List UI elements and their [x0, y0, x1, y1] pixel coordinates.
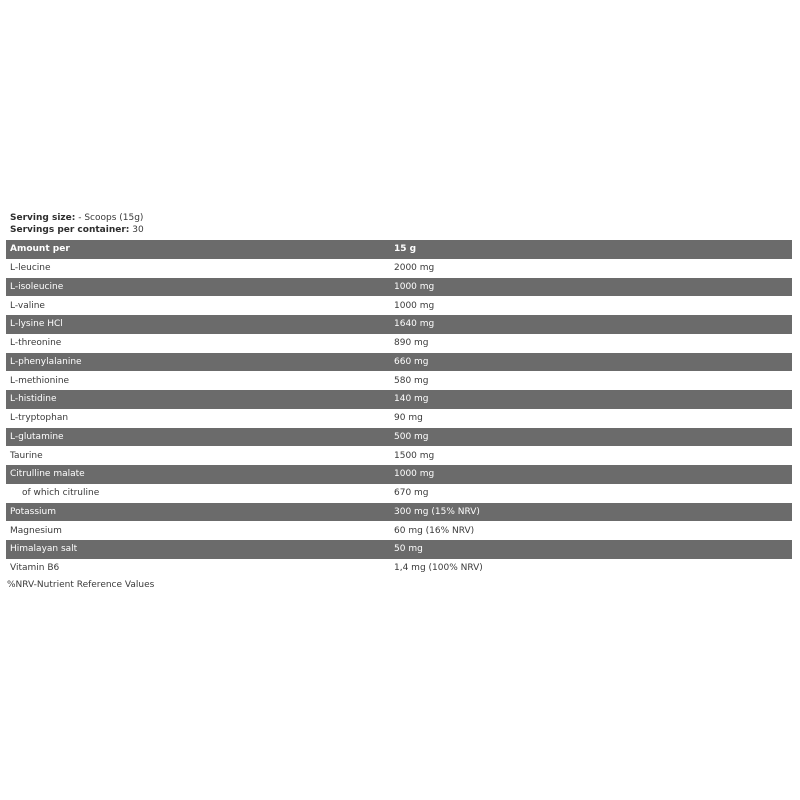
table-row: [6, 409, 792, 428]
servings-per-container-line: [10, 224, 792, 236]
table-row: [6, 390, 792, 409]
row-name: L-isoleucine: [10, 281, 64, 292]
row-name: Citrulline malate: [10, 469, 85, 480]
table-row: [6, 278, 792, 297]
row-value: 90 mg: [394, 413, 423, 424]
row-name: Vitamin B6: [10, 563, 60, 574]
serving-size-label: Serving size:: [10, 213, 76, 223]
servings-per-container-label: Servings per container:: [10, 225, 130, 235]
row-name: L-tryptophan: [10, 413, 69, 424]
row-value: 1000 mg: [394, 469, 435, 480]
row-value: 1000 mg: [394, 300, 435, 311]
row-name: L-histidine: [10, 394, 57, 405]
row-name: Himalayan salt: [10, 544, 78, 555]
serving-info: [6, 212, 792, 236]
servings-per-container-value: 30: [129, 225, 144, 235]
nutrition-table: [6, 240, 792, 578]
row-value: 50 mg: [394, 544, 423, 555]
row-value: 580 mg: [394, 375, 429, 386]
row-value: 300 mg (15% NRV): [394, 506, 480, 517]
table-row: [6, 334, 792, 353]
row-name: L-leucine: [10, 263, 51, 274]
row-name: L-methionine: [10, 375, 70, 386]
row-name: Potassium: [10, 506, 57, 517]
row-name: L-phenylalanine: [10, 356, 82, 367]
table-row: [6, 540, 792, 559]
row-name: Taurine: [10, 450, 43, 461]
nrv-footnote: %NRV-Nutrient Reference Values: [7, 579, 155, 590]
table-row: [6, 259, 792, 278]
row-value: 1500 mg: [394, 450, 435, 461]
row-value: 2000 mg: [394, 263, 435, 274]
serving-size-line: [10, 212, 792, 224]
row-value: 1000 mg: [394, 281, 435, 292]
row-value: 660 mg: [394, 356, 429, 367]
row-value: 890 mg: [394, 338, 429, 349]
table-row: [6, 371, 792, 390]
serving-size-value: - Scoops (15g): [75, 213, 144, 223]
table-row: [6, 521, 792, 540]
row-name: of which citruline: [22, 488, 100, 499]
table-row-sub: [6, 484, 792, 503]
row-name: L-lysine HCl: [10, 319, 63, 330]
row-name: L-threonine: [10, 338, 62, 349]
row-name: Magnesium: [10, 525, 62, 536]
nutrition-facts-panel: [6, 212, 792, 591]
table-row: [6, 465, 792, 484]
row-value: 1640 mg: [394, 319, 435, 330]
table-row: [6, 296, 792, 315]
header-amount-per: Amount per: [10, 244, 70, 255]
table-row: [6, 503, 792, 522]
row-value: 500 mg: [394, 431, 429, 442]
table-header-row: [6, 240, 792, 259]
table-row: [6, 315, 792, 334]
table-row: [6, 446, 792, 465]
row-name: L-valine: [10, 300, 45, 311]
header-portion: 15 g: [394, 244, 417, 255]
row-name: L-glutamine: [10, 431, 64, 442]
row-value: 1,4 mg (100% NRV): [394, 563, 483, 574]
table-row: [6, 353, 792, 372]
row-value: 60 mg (16% NRV): [394, 525, 475, 536]
table-row: [6, 428, 792, 447]
table-row: [6, 559, 792, 578]
row-value: 670 mg: [394, 488, 429, 499]
row-value: 140 mg: [394, 394, 429, 405]
